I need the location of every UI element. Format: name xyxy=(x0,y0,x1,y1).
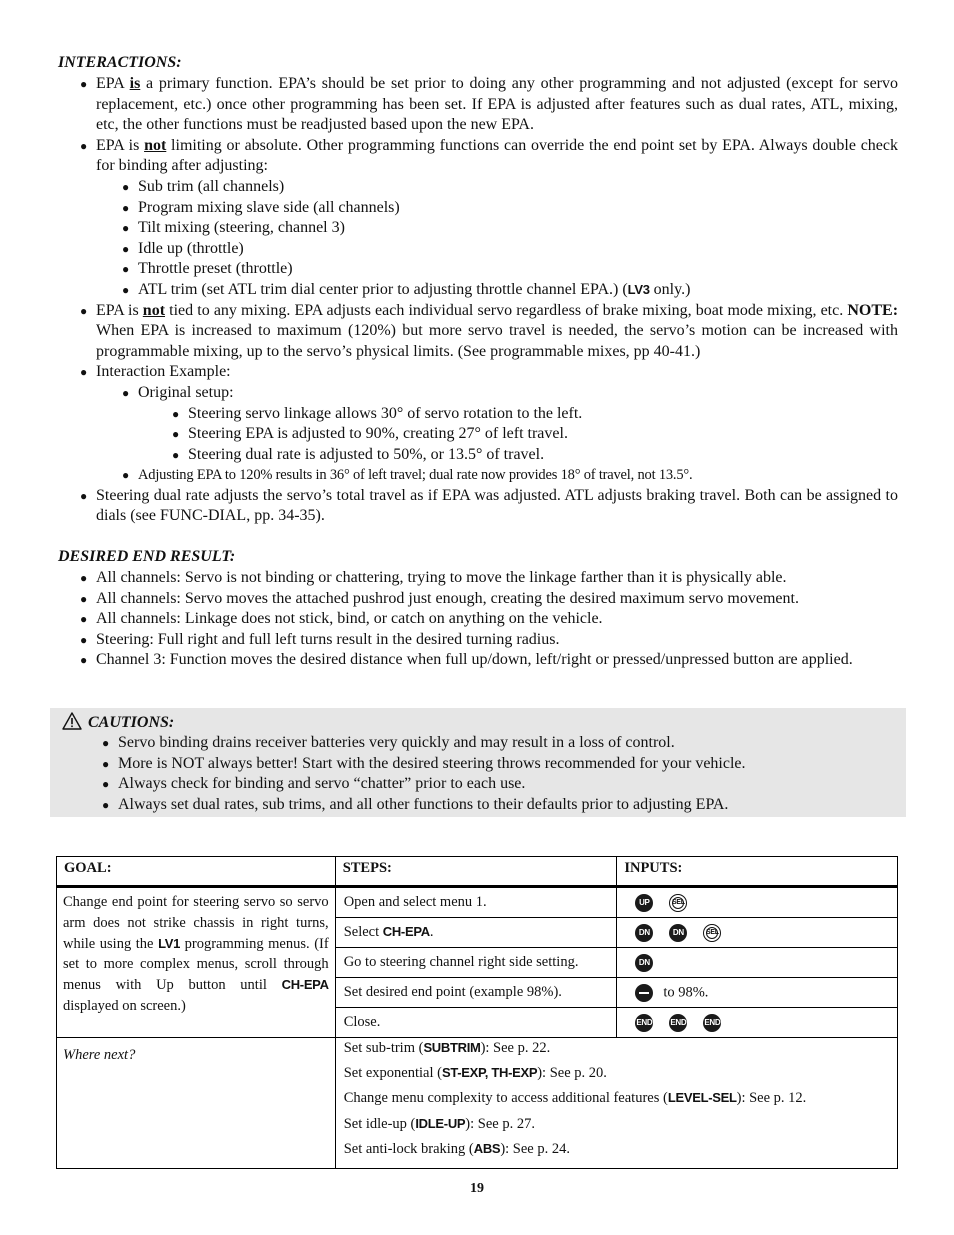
step-cell: Select CH-EPA. xyxy=(335,918,617,948)
cautions-heading: CAUTIONS: xyxy=(62,712,174,734)
step-cell: Set desired end point (example 98%). xyxy=(335,978,617,1008)
end-button-icon: END xyxy=(635,1014,653,1032)
inputs-cell xyxy=(617,918,898,948)
steps-table xyxy=(56,856,898,1169)
list-item: ● Interaction Example: ● Original setup: ● Steering servo linkage allows 30° of servo rotation to the left. ● Steering EPA is adjusted to 90%, creating 27° of left travel. ● Steering dual rate is adjusted to 50%, or 13.5° of travel. ● Adjusting EPA to 120% results in 36° of left travel; dual rate now provides 18° of travel, not 13.5°. xyxy=(78,362,898,486)
list-item: ● Sub trim (all channels) xyxy=(120,177,898,198)
inputs-cell xyxy=(617,1008,898,1038)
list-item: ● Steering EPA is adjusted to 90%, creating 27° of left travel. xyxy=(170,424,898,445)
list-item: ● Steering dual rate adjusts the servo’s total travel as if EPA was adjusted. ATL adjusts braking travel. Both can be assigned to dials (see FUNC-DIAL, pp. 34-35). xyxy=(78,486,898,527)
dn-button-icon: DN xyxy=(635,954,653,972)
list-item: ● More is NOT always better! Start with the desired steering throws recommended for your vehicle. xyxy=(100,754,900,775)
list-item: ● All channels: Linkage does not stick, bind, or catch on anything on the vehicle. xyxy=(78,609,908,630)
interactions-list xyxy=(78,74,898,527)
end-button-icon: END xyxy=(703,1014,721,1032)
list-item: ● Steering dual rate is adjusted to 50%, or 13.5° of travel. xyxy=(170,445,898,466)
list-item: ● Tilt mixing (steering, channel 3) xyxy=(120,218,898,239)
sel-button-icon: SEL xyxy=(703,924,721,942)
next-steps-cell xyxy=(335,1038,897,1169)
list-item: ● Channel 3: Function moves the desired distance when full up/down, left/right or pressed/unpressed button are applied. xyxy=(78,650,908,671)
list-item: ● Idle up (throttle) xyxy=(120,239,898,260)
list-item: ● Adjusting EPA to 120% results in 36° of left travel; dual rate now provides 18° of travel, not 13.5°. xyxy=(120,465,898,486)
list-item: ● Servo binding drains receiver batteries very quickly and may result in a loss of control. xyxy=(100,733,900,754)
cautions-box xyxy=(50,708,906,817)
next-step-item: Change menu complexity to access additional features (LEVEL-SEL): See p. 12. xyxy=(343,1090,807,1107)
goal-header: GOAL: xyxy=(57,857,336,887)
list-item: ● Steering: Full right and full left turns result in the desired turning radius. xyxy=(78,630,908,651)
minus-button-icon xyxy=(635,984,653,1002)
list-item: ● Steering servo linkage allows 30° of servo rotation to the left. xyxy=(170,404,898,425)
next-step-item: Set exponential (ST-EXP, TH-EXP): See p. 20. xyxy=(343,1065,607,1082)
interactions-heading: INTERACTIONS: xyxy=(58,54,182,71)
input-suffix: to 98%. xyxy=(663,983,709,1000)
list-item: ● ATL trim (set ATL trim dial center prior to adjusting throttle channel EPA.) (LV3 only.) xyxy=(120,280,898,301)
warning-icon xyxy=(62,712,82,730)
next-step-item: Set anti-lock braking (ABS): See p. 24. xyxy=(343,1140,570,1157)
next-step-item: Set sub-trim (SUBTRIM): See p. 22. xyxy=(343,1040,551,1056)
steps-header: STEPS: xyxy=(335,857,617,887)
dn-button-icon: DN xyxy=(669,924,687,942)
list-item: ● Always set dual rates, sub trims, and all other functions to their defaults prior to adjusting EPA. xyxy=(100,795,900,816)
where-next-label: Where next? xyxy=(57,1038,336,1169)
cautions-list xyxy=(100,733,900,815)
step-cell: Go to steering channel right side setting. xyxy=(335,948,617,978)
list-item: ● Throttle preset (throttle) xyxy=(120,259,898,280)
list-item: ● EPA is a primary function. EPA’s should be set prior to doing any other programming and not adjusted (except for servo replacement, etc.) once other programming has been set. If EPA is adjusted after features such as dual rates, ATL, mixing, etc, the other functions must be readjusted based upon the new EPA. xyxy=(78,74,898,136)
up-button-icon: UP xyxy=(635,894,653,912)
page-number: 19 xyxy=(470,1181,484,1196)
list-item: ● EPA is not limiting or absolute. Other programming functions can override the end point set by EPA. Always double check for binding after adjusting: ● Sub trim (all channels) ● Program mixing slave side (all channels) ● Tilt mixing (steering, channel 3) ● Idle up (throttle) ● Throttle preset (throttle) ● ATL trim (set ATL trim dial center prior to adjusting throttle channel EPA.) (LV3 only.) xyxy=(78,136,898,301)
inputs-cell xyxy=(617,887,898,918)
step-cell: Open and select menu 1. xyxy=(335,887,617,918)
list-item: ● EPA is not tied to any mixing. EPA adjusts each individual servo regardless of brake mixing, boat mode mixing, etc. NOTE: When EPA is increased to maximum (120%) but more servo travel is needed, the servo’s motion can be increased with programmable mixing, up to the servo’s physical limits. (See programmable mixes, pp 40-41.) xyxy=(78,301,898,363)
next-step-item: Set idle-up (IDLE-UP): See p. 27. xyxy=(343,1115,535,1132)
desired-result-heading: DESIRED END RESULT: xyxy=(58,548,236,565)
inputs-cell xyxy=(617,948,898,978)
goal-cell: Change end point for steering servo so servo arm does not strike chassis in right turns, while using the LV1 programming menus. (If set to more complex menus, scroll through menus with Up button until CH-EPA displayed on screen.) xyxy=(57,887,336,1038)
list-item: ● Program mixing slave side (all channels) xyxy=(120,198,898,219)
list-item: ● All channels: Servo is not binding or chattering, trying to move the linkage farther than it is physically able. xyxy=(78,568,908,589)
desired-result-list xyxy=(78,568,908,671)
inputs-header: INPUTS: xyxy=(617,857,898,887)
step-cell: Close. xyxy=(335,1008,617,1038)
inputs-cell xyxy=(617,978,898,1008)
dn-button-icon: DN xyxy=(635,924,653,942)
list-item: ● Always check for binding and servo “chatter” prior to each use. xyxy=(100,774,900,795)
list-item: ● Original setup: ● Steering servo linkage allows 30° of servo rotation to the left. ● Steering EPA is adjusted to 90%, creating 27° of left travel. ● Steering dual rate is adjusted to 50%, or 13.5° of travel. xyxy=(120,383,898,465)
sel-button-icon: SEL xyxy=(669,894,687,912)
end-button-icon: END xyxy=(669,1014,687,1032)
list-item: ● All channels: Servo moves the attached pushrod just enough, creating the desired maximum servo movement. xyxy=(78,589,908,610)
